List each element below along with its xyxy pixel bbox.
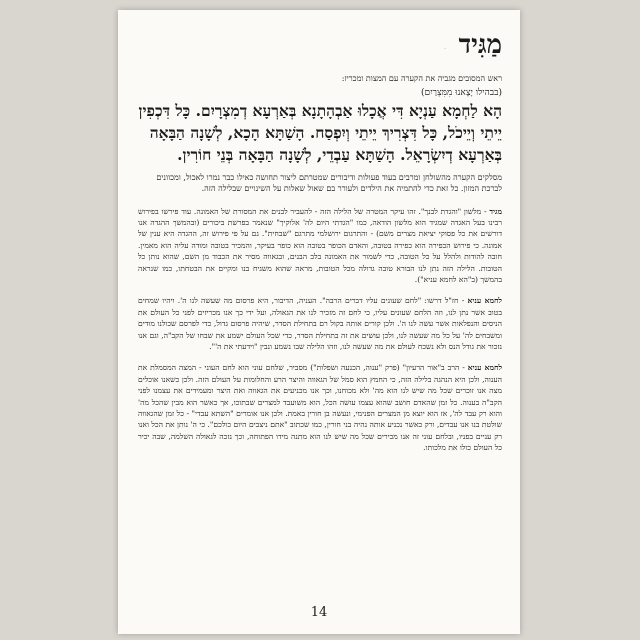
page-content: [138, 24, 502, 634]
commentary-paragraph: [138, 362, 502, 453]
page-title: מַגִּיד: [458, 30, 502, 60]
paragraph-text: - הרב ב"אור הרעיון" (פרק "ענוה, הכנעה ושפלות") מסביר, שלחם עוני הוא לחם העוני - המצה המסמלת את הענוה, ולכן היא הנהגה בלילה הזה, כי החמץ הוא סמל של הגאווה והיצר הרע והחלומות על העולם הזה. ולכן כשאנו אוכלים מצה אנו זוכרים שכל מה שיש לנו הוא מה' ולא מכוחנו, וכך אנו מכניעים את הגאווה ואת היצר ומעמידים את עצמנו לפני הקב"ה בענוה. כל זמן שהאדם חושב שהוא עצמו עושה הכל, הוא משועבד למצרים שבתוכו, אך כאשר הוא מבין שהכל מה' והוא רק עבד לה', אז הוא יוצא מן המצרים הפנימי, ונעשה בן חורין באמת. ולכן אנו אומרים "השתא עבדי" - כל זמן שהגאווה שולטת בנו אנו עבדים, ורק כאשר נכניע אותה נהיה בני חורין, כמו שכתוב "אתם ניצבים היום כולכם". כי ה' נותן את הכל ואנו רק עניים בפניו, ובלחם עוני זה אנו מכירים שכל מה שיש לנו הוא מתנה מידו הפתוחה, וכך נזכה לגאולה השלמה, שבה יכיר כל העולם כולו את מלכותו.: [138, 363, 502, 453]
bebehilu-text: (בבהילו יָצָאנוּ מִמִּצְרַיִם): [421, 87, 502, 98]
paragraph-text: - מלשון "והגדת לבנך". זהו עיקר המטרה של הלילה הזה - להעביר לבנים את המסורת של האמונה. עוד פירשו בפירוש רבינו בעל האגדה שמגיד הוא מלשון הודאה, כמו "הגדתי היום לה' אלוקיך" שנאמר בפרשת ביכורים (ובהמשך ההגדה אנו דורשים את כל פסוקי יציאת מצרים משם) - והתרגום ירושלמי מתרגם "שבחית". גם על פי פירוש זה, ההגדה היא ענין של אמונה. כי פירוש הכפירה הוא כפירה בטובה, והאדם הכופר בטובה הוא כופר בעיקר, והמכיר בטובה ומודה עליה הוא מאמין. חובה להודות ולהלל על כל הטובה, כדי לשמור את האמונה בלב הבנים, ובגאווה מסיר את הכבוד מן השם, שהוא נותן כל הטובות. הלילה הזה נתן לנו הבורא טובה גדולה מכל הטובות, מראה שהוא משגיח בנו ומקיים את הבטחתו, כמו שנראה בהמשך (ב"הא לחמא עניא").: [138, 206, 502, 284]
ha-lachma-anya-text: הָא לַחְמָא עַנְיָא דִּי אֲכָלוּ אַבְהָתָנָא בְּאַרְעָא דְמִצְרָיִם. כָּל דִּכְפִין יֵיתֵי וְיֵיכֹל, כָּל דִּצְרִיךְ יֵיתֵי וְיִפְסַח. הָשַׁתָּא הָכָא, לְשָׁנָה הַבָּאָה בְּאַרְעָא דְיִשְׂרָאֵל. הָשַׁתָּא עַבְדֵי, לְשָׁנָה הַבָּאָה בְּנֵי חוֹרִין.: [138, 100, 502, 164]
removal-note: מסלקים הקערה מהשולחן ומרבים בעוד פעולות ודיבורים שמטרתם ליצור תחושה כאילו כבר נמרו לאכול, ומכוונים לברכת המזון. כל זאת כדי להתמיה את הילדים ולעורר בם שאול שאלות על השינויים שבלילה הזה.: [156, 172, 502, 193]
commentary-paragraph: [138, 206, 502, 286]
paragraph-text: - חז"ל דרשו: "לחם שעונים עליו דברים הרבה". העניה, הדיבור, היא פרסום מה שעשה לנו ה'. ויהיו שמחים בטוב אשר נתן לנו, וזה הלחם שעונים עליו, כי לחם זה מזכיר לנו את הגאולה, ועל ידי כך אנו מכריזים לפני כל העולם את הניסים והנפלאות אשר עשה לנו ה'. ולכן קורים אותה בקול רם בתחילת הסדר, שיהיה פרסום גדול, כדי לפרסם שכולנו מודים ומשבחים לה' על כל מה שעשה לנו, ולכן עושים את זה בתחילת הסדר, כדי שכל העולם ישמע את שבחו של הקב"ה, וגם אנו נזכור את גודל הנס ולא נשכח לעולם את מה שעשה לנו, וזהו הלילה שבו נשמע ונבין "וידעתי את ה'".: [138, 296, 502, 351]
commentary-paragraph: [138, 295, 502, 352]
page-number: 14: [310, 605, 328, 620]
book-page: [118, 10, 520, 634]
paragraph-lead: לחמא עניא: [467, 296, 502, 306]
paragraph-lead: לחמא עניא: [467, 363, 502, 373]
instruction-text: ראש המסובים מגביה את הקערה עם המצות ומכריז:: [341, 74, 502, 83]
ornament-mark: ·: [444, 46, 446, 53]
paragraph-lead: מגיד: [489, 206, 502, 216]
